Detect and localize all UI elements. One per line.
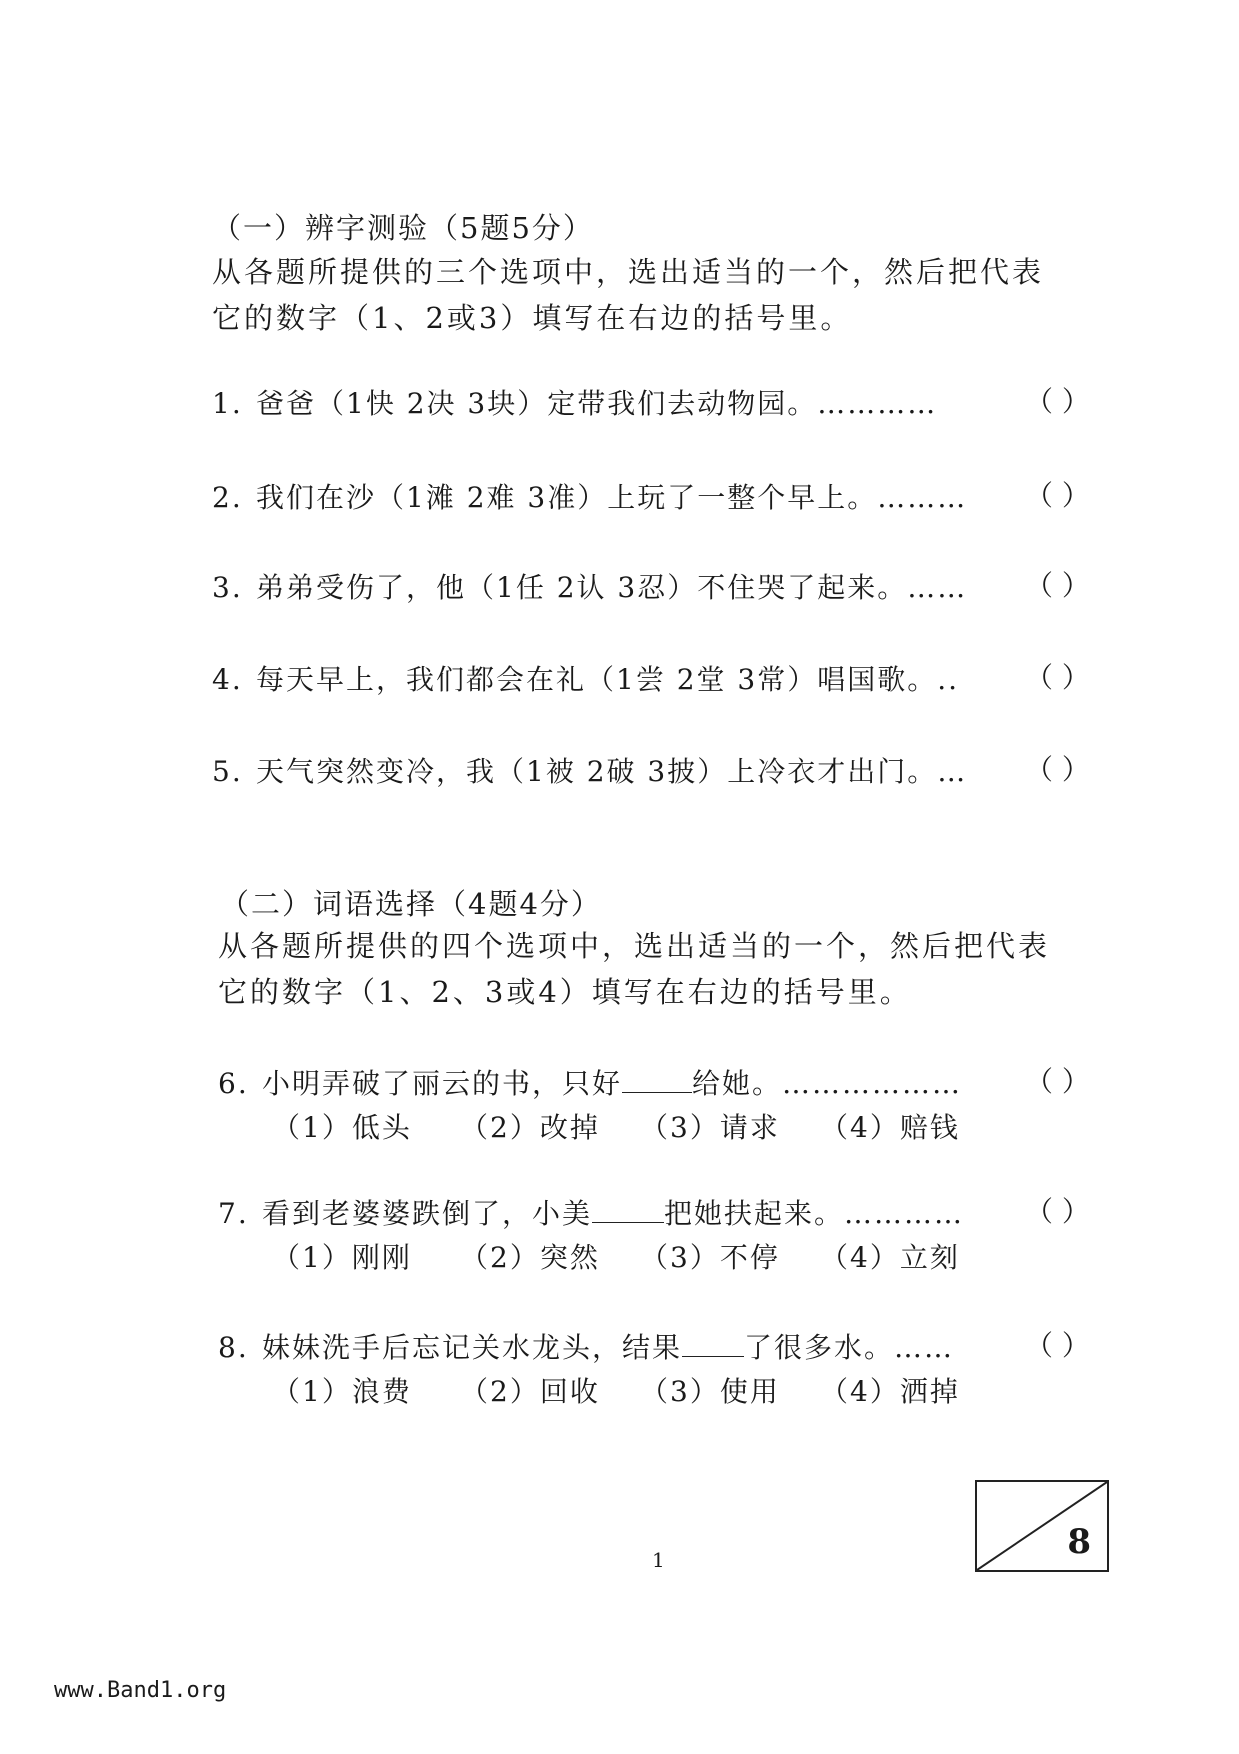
- answer-paren-5[interactable]: （ ）: [1025, 753, 1090, 786]
- section1-instruction-line1: 从各题所提供的三个选项中，选出适当的一个，然后把代表: [212, 255, 1045, 289]
- answer-paren-3[interactable]: （ ）: [1025, 569, 1090, 602]
- question-number: 3.: [212, 571, 243, 604]
- question-text-after: 把她扶起来。…………: [664, 1197, 965, 1230]
- question-text-after: 了很多水。……: [744, 1331, 955, 1364]
- question-3: [212, 566, 967, 606]
- option-4: （4）洒掉: [820, 1375, 960, 1408]
- question-number: 7.: [218, 1197, 249, 1230]
- option-2: （2）突然: [460, 1241, 600, 1274]
- answer-paren-6[interactable]: （ ）: [1025, 1065, 1090, 1098]
- fill-blank[interactable]: [592, 1200, 664, 1223]
- score-box: [975, 1480, 1109, 1572]
- options-6: [272, 1106, 960, 1146]
- question-text: 弟弟受伤了，他（1任 2认 3忍）不住哭了起来。……: [256, 571, 968, 604]
- question-text: 天气突然变冷，我（1被 2破 3披）上冷衣才出门。…: [256, 755, 968, 788]
- option-4: （4）立刻: [820, 1241, 960, 1274]
- option-3: （3）不停: [640, 1241, 780, 1274]
- option-3: （3）请求: [640, 1111, 780, 1144]
- question-number: 4.: [212, 663, 243, 696]
- question-2: [212, 476, 967, 516]
- question-text: 我们在沙（1滩 2难 3准）上玩了一整个早上。………: [256, 481, 968, 514]
- option-3: （3）使用: [640, 1375, 780, 1408]
- answer-paren-8[interactable]: （ ）: [1025, 1329, 1090, 1362]
- score-value: 8: [1067, 1522, 1091, 1562]
- question-4: [212, 658, 959, 698]
- question-text-before: 看到老婆婆跌倒了，小美: [262, 1197, 593, 1230]
- answer-paren-4[interactable]: （ ）: [1025, 661, 1090, 694]
- question-number: 2.: [212, 481, 243, 514]
- question-text: 爸爸（1快 2决 3块）定带我们去动物园。…………: [256, 387, 938, 420]
- option-1: （1）刚刚: [272, 1241, 412, 1274]
- option-1: （1）浪费: [272, 1375, 412, 1408]
- section1-instruction-line2: 它的数字（1、2或3）填写在右边的括号里。: [212, 301, 853, 335]
- section2-instruction-line1: 从各题所提供的四个选项中，选出适当的一个，然后把代表: [218, 929, 1051, 963]
- answer-paren-7[interactable]: （ ）: [1025, 1195, 1090, 1228]
- section2-instruction-line2: 它的数字（1、2、3或4）填写在右边的括号里。: [218, 975, 912, 1009]
- section1-title: （一）辨字测验（5题5分）: [212, 211, 594, 245]
- question-number: 1.: [212, 387, 243, 420]
- option-2: （2）改掉: [460, 1111, 600, 1144]
- question-1: [212, 382, 937, 422]
- question-5: [212, 750, 967, 790]
- option-4: （4）赔钱: [820, 1111, 960, 1144]
- fill-blank[interactable]: [682, 1334, 744, 1357]
- question-text: 每天早上，我们都会在礼（1尝 2堂 3常）唱国歌。..: [256, 663, 960, 696]
- question-text-before: 妹妹洗手后忘记关水龙头，结果: [262, 1331, 683, 1364]
- question-6: [218, 1062, 962, 1102]
- question-text-after: 给她。………………: [692, 1067, 963, 1100]
- question-7: [218, 1192, 964, 1232]
- question-number: 6.: [218, 1067, 249, 1100]
- option-1: （1）低头: [272, 1111, 412, 1144]
- options-7: [272, 1236, 960, 1276]
- options-8: [272, 1370, 960, 1410]
- answer-paren-1[interactable]: （ ）: [1025, 385, 1090, 418]
- footer-website: www.Band1.org: [54, 1678, 227, 1703]
- question-number: 8.: [218, 1331, 249, 1364]
- question-8: [218, 1326, 954, 1366]
- answer-paren-2[interactable]: （ ）: [1025, 479, 1090, 512]
- section2-title: （二）词语选择（4题4分）: [220, 887, 602, 921]
- question-number: 5.: [212, 755, 243, 788]
- page-number: 1: [652, 1548, 665, 1572]
- question-text-before: 小明弄破了丽云的书，只好: [262, 1067, 623, 1100]
- fill-blank[interactable]: [622, 1070, 692, 1093]
- option-2: （2）回收: [460, 1375, 600, 1408]
